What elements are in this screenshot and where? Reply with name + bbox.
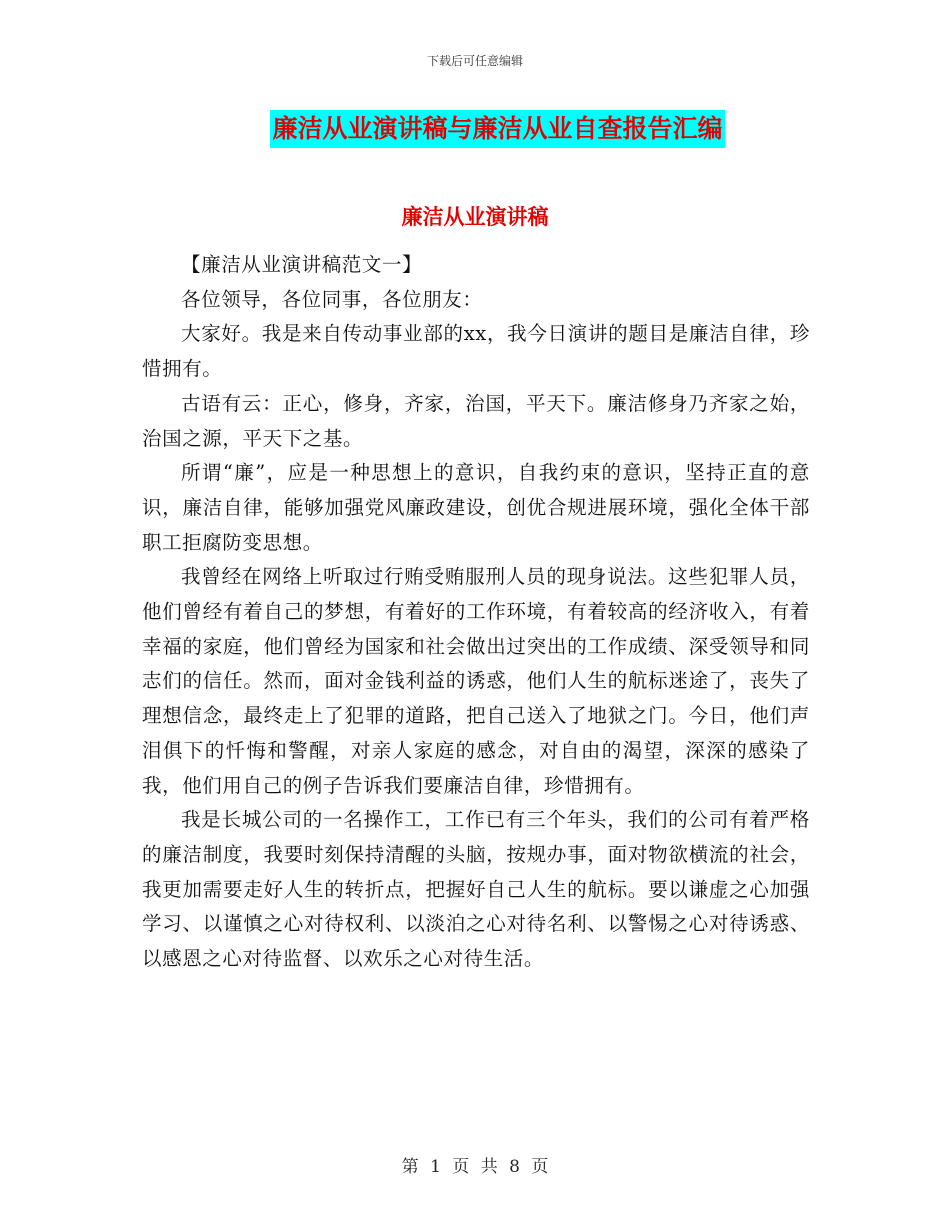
paragraph: 大家好。我是来自传动事业部的xx，我今日演讲的题目是廉洁自律，珍惜拥有。 [142,322,810,381]
page-number-footer: 第 1 页 共 8 页 [401,1157,549,1177]
paragraph: 古语有云：正心，修身，齐家，治国，平天下。廉洁修身乃齐家之始，治国之源，平天下之基。 [142,391,810,450]
document-body [142,248,810,977]
paragraph: 我曾经在网络上听取过行贿受贿服刑人员的现身说法。这些犯罪人员，他们曾经有着自己的梦想，有着好的工作环境，有着较高的经济收入，有着幸福的家庭，他们曾经为国家和社会做出过突出的工作成绩、深受领导和同志们的信任。然而，面对金钱利益的诱惑，他们人生的航标迷途了，丧失了理想信念，最终走上了犯罪的道路，把自己送入了地狱之门。今日，他们声泪俱下的忏悔和警醒，对亲人家庭的感念，对自由的渴望，深深的感染了我，他们用自己的例子告诉我们要廉洁自律，珍惜拥有。 [142,565,810,797]
document-title-container [0,110,950,148]
page-header-note: 下载后可任意编辑 [426,54,523,68]
document-title: 廉洁从业演讲稿与廉洁从业自查报告汇编 [270,110,724,148]
paragraph: 我是长城公司的一名操作工，工作已有三个年头，我们的公司有着严格的廉洁制度，我要时刻保持清醒的头脑，按规办事，面对物欲横流的社会，我更加需要走好人生的转折点，把握好自己人生的航标。要以谦虚之心加强学习、以谨慎之心对待权利、以淡泊之心对待名利、以警惕之心对待诱惑、以感恩之心对待监督、以欢乐之心对待生活。 [142,808,810,971]
paragraph-subheading: 【廉洁从业演讲稿范文一】 [181,253,423,276]
paragraph: 所谓“廉”，应是一种思想上的意识，自我约束的意识，坚持正直的意识，廉洁自律，能够加强党风廉政建设，创优合规进展环境，强化全体干部职工拒腐防变思想。 [142,461,810,554]
section-title: 廉洁从业演讲稿 [401,205,549,229]
paragraph-greeting: 各位领导，各位同事，各位朋友： [181,287,483,311]
